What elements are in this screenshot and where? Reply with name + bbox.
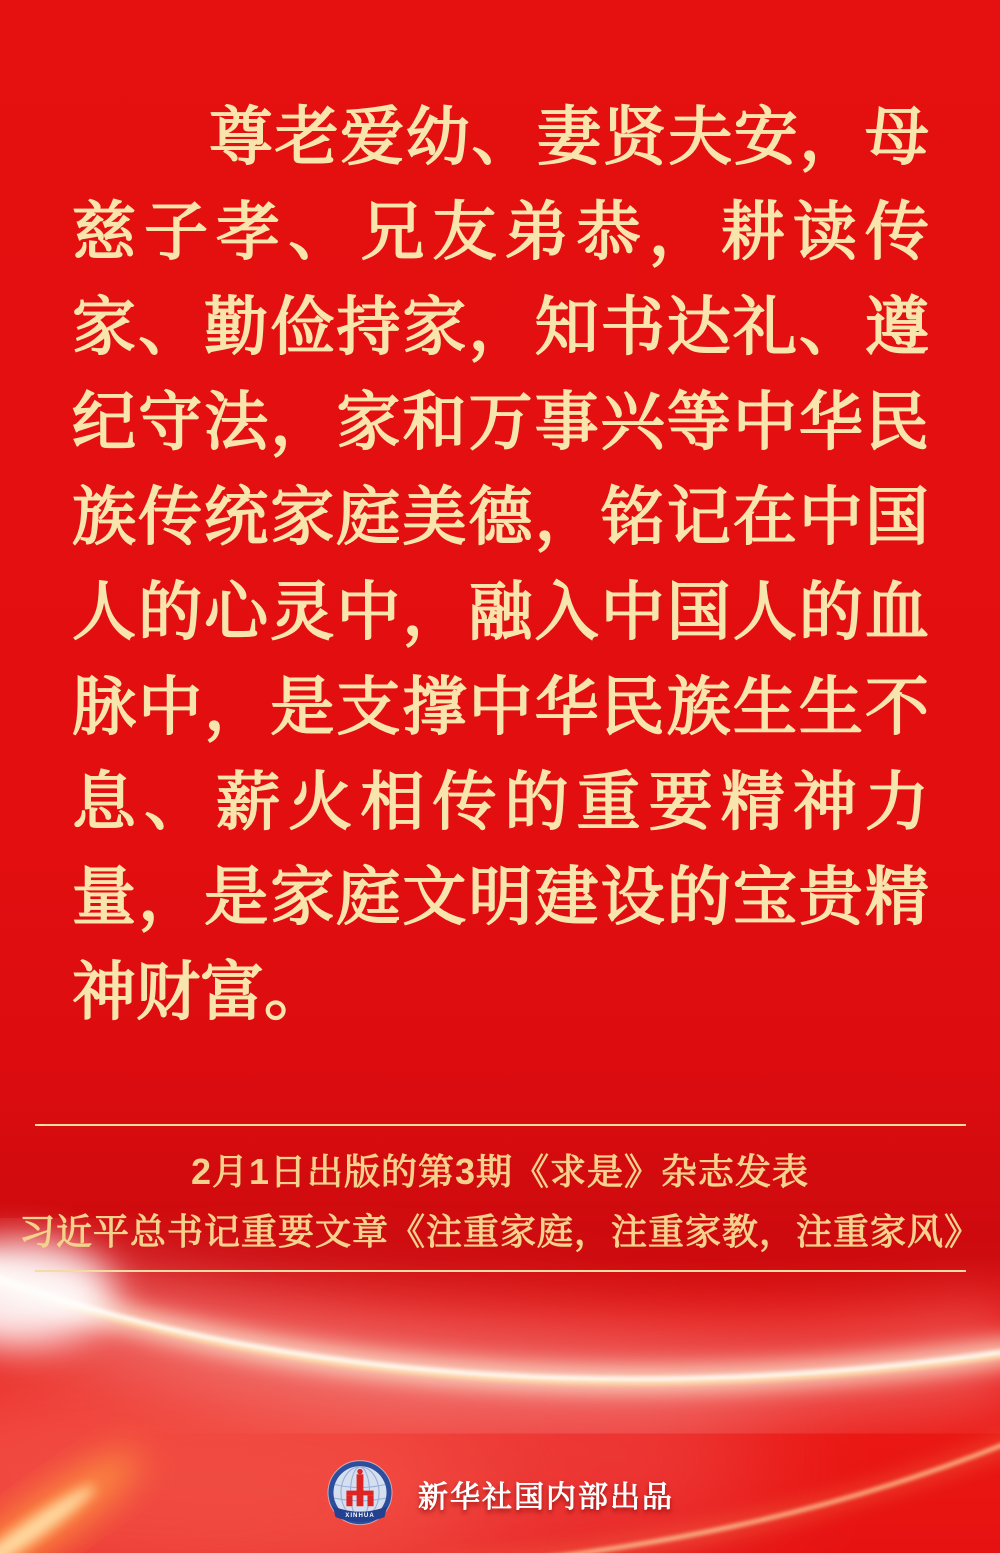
footer [0, 1458, 1000, 1530]
quote-text [72, 90, 929, 1040]
caption-line-2: 习近平总书记重要文章《注重家庭，注重家教，注重家风》 [18, 1211, 981, 1252]
xinhua-logo [326, 1460, 394, 1528]
caption-line-1: 2月1日出版的第3期《求是》杂志发表 [190, 1151, 810, 1192]
quote-line: 神财富。 [72, 957, 328, 1028]
quote-line: 慈子孝、兄友弟恭，耕读传 [72, 197, 929, 268]
quote-line: 纪守法，家和万事兴等中华民 [72, 387, 929, 458]
quote-line: 息、薪火相传的重要精神力 [72, 767, 929, 838]
quote-line: 族传统家庭美德，铭记在中国 [72, 482, 929, 553]
quote-line: 人的心灵中，融入中国人的血 [72, 577, 929, 648]
divider-top [35, 1124, 966, 1126]
quote-line: 家、勤俭持家，知书达礼、遵 [72, 292, 929, 363]
quote-line: 量，是家庭文明建设的宝贵精 [72, 862, 929, 933]
quote-line: 尊老爱幼、妻贤夫安，母 [209, 102, 929, 173]
divider-bottom [35, 1270, 966, 1272]
quote-line: 脉中，是支撑中华民族生生不 [72, 672, 929, 743]
caption [0, 1142, 1000, 1262]
logo-text: XINHUA [345, 1512, 375, 1520]
footer-publisher-text: 新华社国内部出品 [418, 1481, 674, 1514]
